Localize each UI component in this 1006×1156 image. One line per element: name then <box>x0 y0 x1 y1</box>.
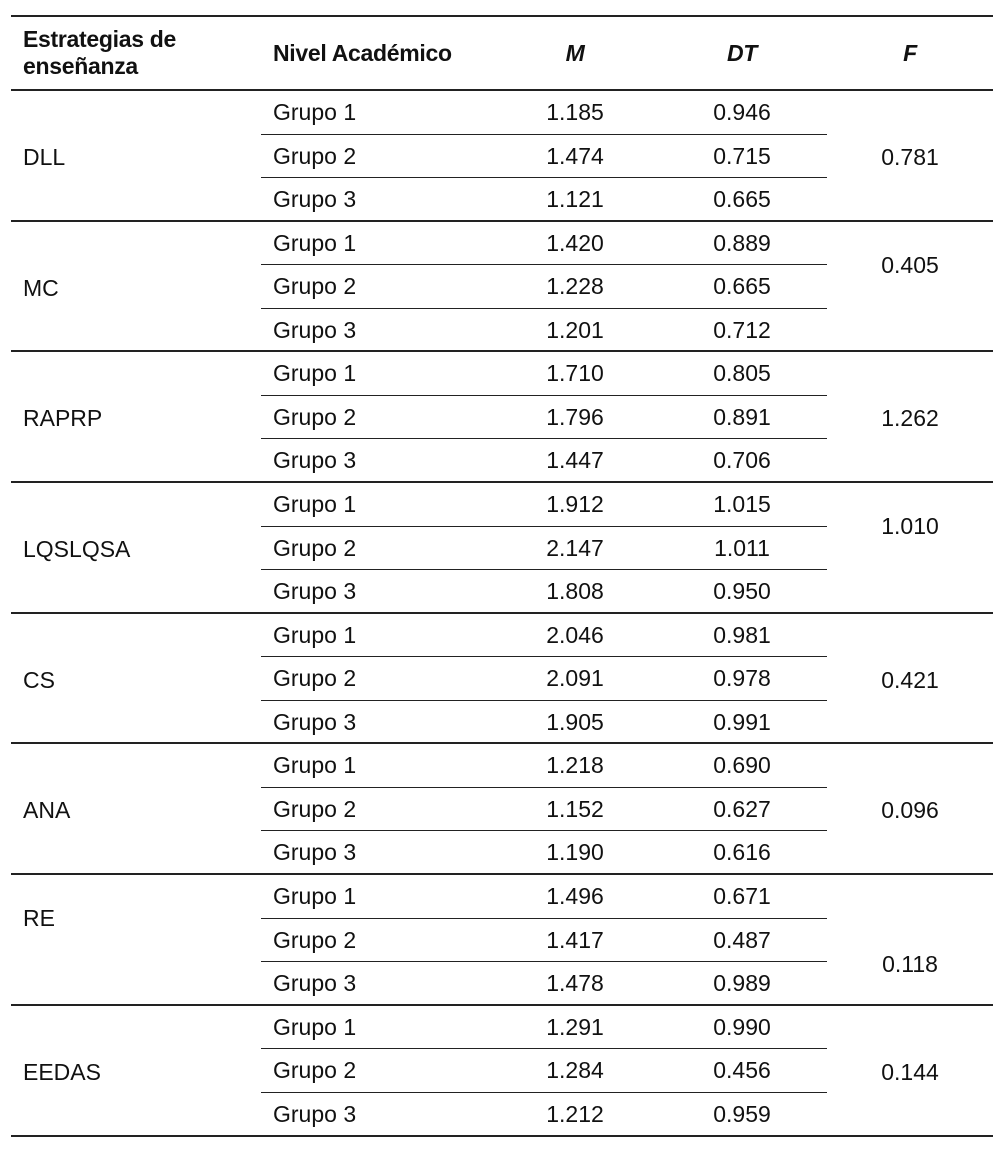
sd-value: 0.712 <box>713 316 771 343</box>
header-f: F <box>903 39 917 66</box>
group-label: Grupo 2 <box>273 665 357 692</box>
mean-value: 1.212 <box>546 1100 604 1127</box>
sd-value: 0.946 <box>713 99 771 125</box>
group-label: Grupo 2 <box>273 273 357 300</box>
group-label: Grupo 3 <box>273 316 357 343</box>
group-label: Grupo 1 <box>273 360 357 387</box>
mean-value: 1.218 <box>546 752 604 779</box>
group-label: Grupo 2 <box>273 795 357 822</box>
f-value: 0.421 <box>881 666 939 693</box>
mean-value: 1.190 <box>546 839 604 866</box>
mean-value: 1.905 <box>546 708 604 735</box>
strategy-label: RAPRP <box>23 405 103 432</box>
mean-value: 1.420 <box>546 229 604 256</box>
f-value: 0.405 <box>881 251 939 278</box>
mean-value: 1.808 <box>546 578 604 605</box>
strategy-label: EEDAS <box>23 1058 101 1085</box>
sd-value: 0.665 <box>713 186 771 212</box>
mean-value: 1.912 <box>546 491 604 518</box>
mean-value: 2.046 <box>546 621 604 648</box>
mean-value: 1.710 <box>546 360 604 387</box>
f-value: 0.781 <box>881 144 939 170</box>
mean-value: 1.228 <box>546 273 604 300</box>
sd-value: 0.989 <box>713 970 771 997</box>
strategy-block <box>11 744 993 875</box>
mean-value: 1.291 <box>546 1013 604 1040</box>
sd-value: 0.959 <box>713 1100 771 1127</box>
strategy-block <box>11 222 993 353</box>
table-header <box>11 15 993 91</box>
header-m: M <box>565 39 585 66</box>
sd-value: 0.715 <box>713 142 771 169</box>
sd-value: 0.706 <box>713 447 771 474</box>
mean-value: 1.496 <box>546 883 604 910</box>
strategy-block <box>11 875 993 1006</box>
mean-value: 2.091 <box>546 665 604 692</box>
mean-value: 1.478 <box>546 970 604 997</box>
sd-value: 0.950 <box>713 578 771 605</box>
mean-value: 1.121 <box>546 186 604 212</box>
strategy-label: RE <box>23 905 55 932</box>
group-label: Grupo 3 <box>273 186 357 212</box>
strategy-label: CS <box>23 666 55 693</box>
f-value: 0.144 <box>881 1058 939 1085</box>
mean-value: 1.474 <box>546 142 604 169</box>
strategy-label: ANA <box>23 797 71 824</box>
mean-value: 2.147 <box>546 534 604 561</box>
sd-value: 0.487 <box>713 926 771 953</box>
strategy-block <box>11 352 993 483</box>
strategy-block <box>11 483 993 614</box>
group-label: Grupo 1 <box>273 491 357 518</box>
strategy-block <box>11 614 993 745</box>
data-table <box>11 15 993 1137</box>
group-label: Grupo 2 <box>273 926 357 953</box>
mean-value: 1.284 <box>546 1057 604 1084</box>
group-label: Grupo 2 <box>273 534 357 561</box>
group-label: Grupo 1 <box>273 752 357 779</box>
group-label: Grupo 3 <box>273 970 357 997</box>
sd-value: 0.891 <box>713 403 771 430</box>
group-label: Grupo 3 <box>273 578 357 605</box>
sd-value: 0.690 <box>713 752 771 779</box>
strategy-block <box>11 91 993 222</box>
mean-value: 1.417 <box>546 926 604 953</box>
mean-value: 1.201 <box>546 316 604 343</box>
strategy-block <box>11 1006 993 1137</box>
header-nivel: Nivel Académico <box>273 39 452 66</box>
f-value: 0.096 <box>881 797 939 824</box>
f-value: 1.262 <box>881 405 939 432</box>
group-label: Grupo 1 <box>273 99 357 125</box>
mean-value: 1.152 <box>546 795 604 822</box>
f-value: 0.118 <box>882 951 938 978</box>
strategy-label: LQSLQSA <box>23 536 131 563</box>
group-label: Grupo 1 <box>273 229 357 256</box>
header-strategy: Estrategias de enseñanza <box>23 26 177 79</box>
sd-value: 0.616 <box>713 839 771 866</box>
group-label: Grupo 3 <box>273 447 357 474</box>
group-label: Grupo 2 <box>273 403 357 430</box>
sd-value: 0.990 <box>713 1013 771 1040</box>
group-label: Grupo 1 <box>273 1013 357 1040</box>
strategy-label: DLL <box>23 144 66 170</box>
sd-value: 0.665 <box>713 273 771 300</box>
strategy-label: MC <box>23 274 59 301</box>
group-label: Grupo 3 <box>273 839 357 866</box>
sd-value: 0.978 <box>713 665 771 692</box>
group-label: Grupo 2 <box>273 142 357 169</box>
header-dt: DT <box>726 39 758 66</box>
group-label: Grupo 1 <box>273 621 357 648</box>
sd-value: 0.627 <box>713 795 771 822</box>
sd-value: 0.889 <box>713 229 771 256</box>
group-label: Grupo 3 <box>273 1100 357 1127</box>
sd-value: 0.456 <box>713 1057 771 1084</box>
sd-value: 0.981 <box>713 621 771 648</box>
sd-value: 0.805 <box>713 360 771 387</box>
group-label: Grupo 1 <box>273 883 357 910</box>
mean-value: 1.185 <box>546 99 604 125</box>
sd-value: 0.991 <box>713 708 771 735</box>
sd-value: 1.015 <box>713 491 771 518</box>
group-label: Grupo 3 <box>273 708 357 735</box>
sd-value: 1.011 <box>714 534 770 561</box>
group-label: Grupo 2 <box>273 1057 357 1084</box>
mean-value: 1.796 <box>546 403 604 430</box>
f-value: 1.010 <box>881 513 939 540</box>
sd-value: 0.671 <box>713 883 771 910</box>
table-body <box>11 91 993 1137</box>
mean-value: 1.447 <box>546 447 604 474</box>
